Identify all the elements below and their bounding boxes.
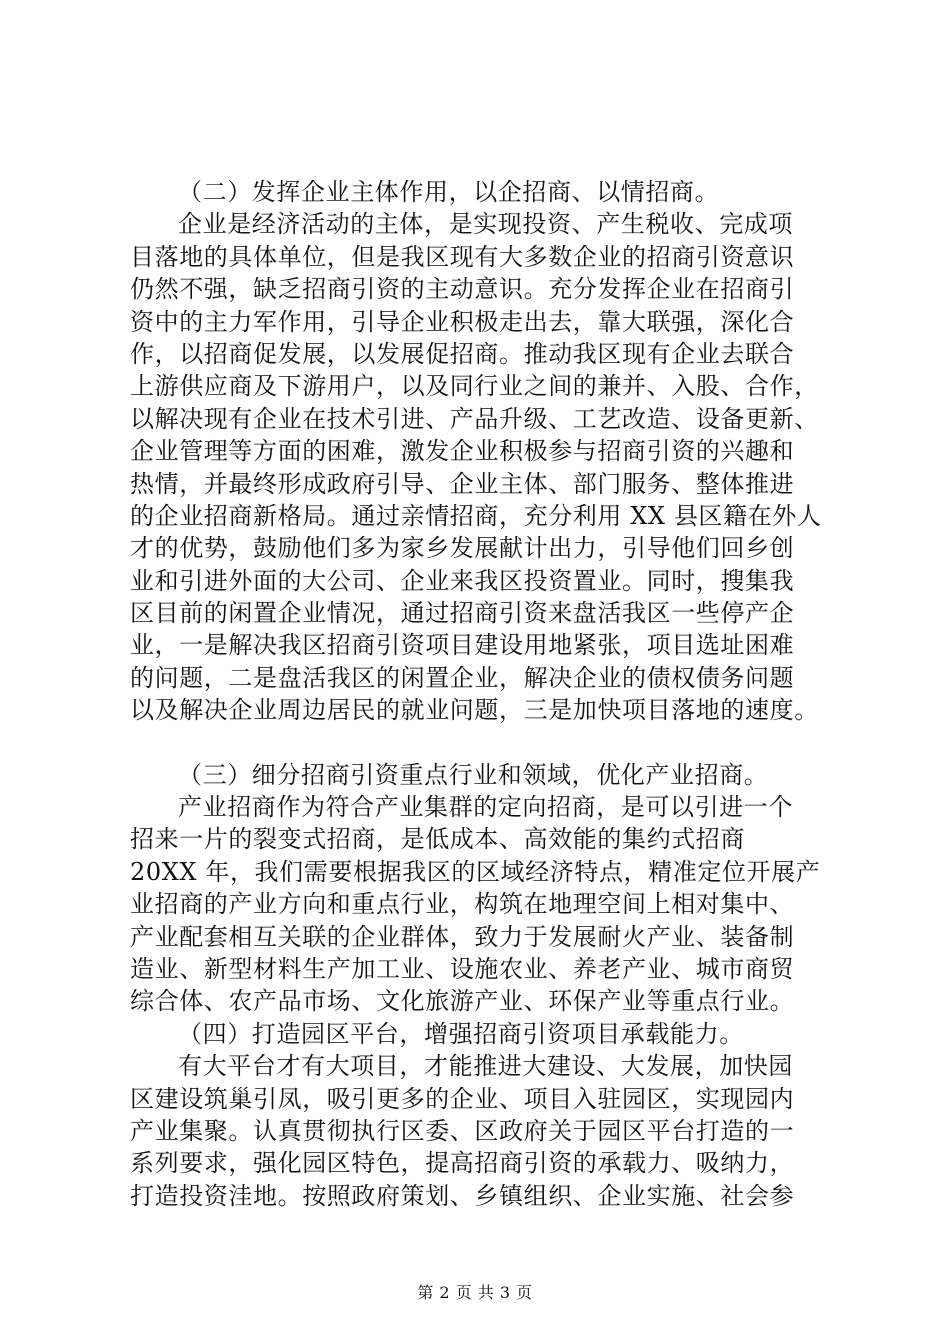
paragraph-line: 产业配套相互关联的企业群体，致力于发展耐火产业、装备制 [130,922,795,951]
paragraph-line: 业，一是解决我区招商引资项目建设用地紧张，项目选址困难 [130,631,795,660]
paragraph-line: 造业、新型材料生产加工业、设施农业、养老产业、城市商贸 [130,954,795,983]
paragraph-line: 的企业招商新格局。通过亲情招商，充分利用 XX 县区籍在外人 [130,501,822,530]
paragraph-line: 以解决现有企业在技术引进、产品升级、工艺改造、设备更新、 [130,404,819,433]
paragraph-line: 招来一片的裂变式招商，是低成本、高效能的集约式招商 [130,825,745,854]
paragraph-line: 区目前的闲置企业情况，通过招商引资来盘活我区一些停产企 [130,599,795,628]
section-4-heading: （四）打造园区平台，增强招商引资项目承载能力。 [178,1019,744,1048]
paragraph-line: 仍然不强，缺乏招商引资的主动意识。充分发挥企业在招商引 [130,275,795,304]
paragraph-line: 目落地的具体单位，但是我区现有大多数企业的招商引资意识 [130,242,795,271]
paragraph-line: 企业管理等方面的困难，激发企业积极参与招商引资的兴趣和 [130,437,795,466]
document-body [130,176,820,1212]
paragraph-line: 业招商的产业方向和重点行业，构筑在地理空间上相对集中、 [130,890,795,919]
paragraph-line: 上游供应商及下游用户，以及同行业之间的兼并、入股、合作， [130,372,819,401]
paragraph-line: 热情，并最终形成政府引导、企业主体、部门服务、整体推进 [130,469,795,498]
paragraph-line: 20XX 年，我们需要根据我区的区域经济特点，精准定位开展产 [130,857,821,886]
section-gap [130,727,820,759]
paragraph-line: 有大平台才有大项目，才能推进大建设、大发展，加快园 [178,1052,793,1081]
paragraph-line: 作，以招商促发展，以发展促招商。推动我区现有企业去联合 [130,339,795,368]
paragraph-line: 以及解决企业周边居民的就业问题，三是加快项目落地的速度。 [130,696,819,725]
paragraph-line: 区建设筑巢引凤，吸引更多的企业、项目入驻园区，实现园内 [130,1084,795,1113]
paragraph-line: 企业是经济活动的主体，是实现投资、产生税收、完成项 [178,210,793,239]
page-footer: 第 2 页 共 3 页 [417,1283,533,1302]
paragraph-line: 系列要求，强化园区特色，提高招商引资的承载力、吸纳力， [130,1149,795,1178]
paragraph-line: 的问题，二是盘活我区的闲置企业，解决企业的债权债务问题 [130,663,795,692]
paragraph-line: 产业集聚。认真贯彻执行区委、区政府关于园区平台打造的一 [130,1116,795,1145]
paragraph-line: 打造投资洼地。按照政府策划、乡镇组织、企业实施、社会参 [130,1181,795,1210]
paragraph-line: 综合体、农产品市场、文化旅游产业、环保产业等重点行业。 [130,987,795,1016]
paragraph-line: 产业招商作为符合产业集群的定向招商，是可以引进一个 [178,793,793,822]
paragraph-line: 才的优势，鼓励他们多为家乡发展献计出力，引导他们回乡创 [130,534,795,563]
section-2-heading: （二）发挥企业主体作用，以企招商、以情招商。 [178,178,720,206]
section-3-heading: （三）细分招商引资重点行业和领域，优化产业招商。 [178,760,769,789]
paragraph-line: 资中的主力军作用，引导企业积极走出去，靠大联强，深化合 [130,307,795,336]
paragraph-line: 业和引进外面的大公司、企业来我区投资置业。同时，搜集我 [130,566,795,595]
